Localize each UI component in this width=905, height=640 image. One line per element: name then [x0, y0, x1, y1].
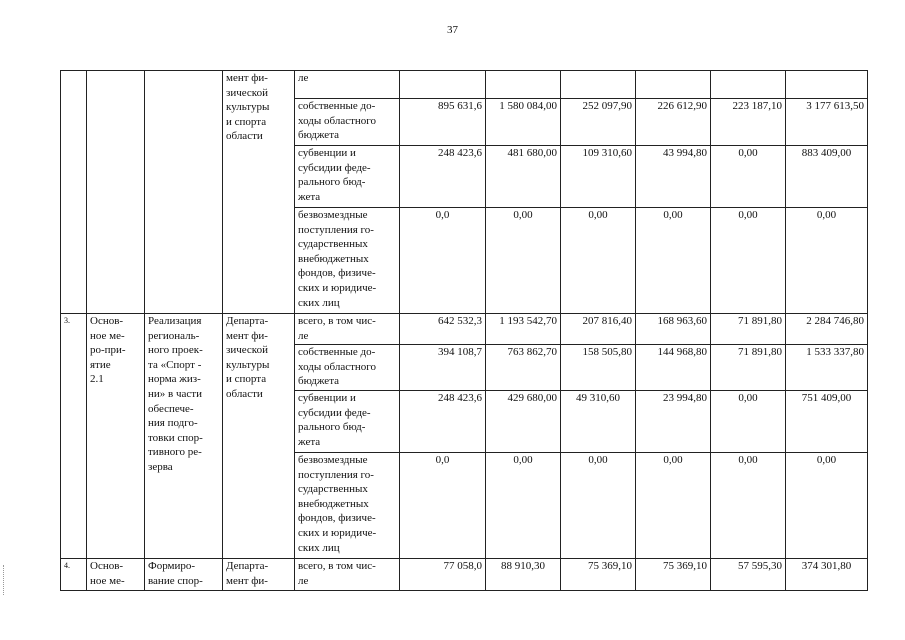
source-cell [295, 99, 400, 146]
type-line: Основ- [90, 560, 124, 572]
source-line: собственные до- [298, 346, 376, 358]
source-line: ских и юридиче- [298, 526, 377, 539]
table-row [61, 314, 868, 345]
value-cell: 0,00 [711, 391, 786, 453]
executor-line: и спорта [226, 115, 267, 128]
source-line: ходы областного [298, 360, 377, 373]
value-cell: 394 108,7 [400, 345, 486, 391]
name-line: товки спор- [148, 431, 203, 444]
source-cell [295, 208, 400, 314]
value-cell: 0,00 [711, 208, 786, 314]
source-line: ле [298, 72, 309, 84]
executor-cell [223, 559, 295, 591]
value-cell: 75 369,10 [636, 559, 711, 591]
value-cell: 0,00 [561, 453, 636, 559]
name-cell [145, 71, 223, 314]
source-line: ходы областного [298, 114, 377, 127]
value-cell: 223 187,10 [711, 99, 786, 146]
type-cell [87, 559, 145, 591]
value-cell [636, 71, 711, 99]
value-cell: 0,0 [400, 208, 486, 314]
value-cell: 0,00 [486, 453, 561, 559]
value-cell: 23 994,80 [636, 391, 711, 453]
source-line: жета [298, 435, 321, 448]
type-line: ное ме- [90, 329, 125, 342]
executor-line: зической [226, 344, 268, 357]
value-cell: 71 891,80 [711, 345, 786, 391]
value-cell: 71 891,80 [711, 314, 786, 345]
name-line: Формиро- [148, 560, 196, 572]
name-line: обеспече- [148, 402, 194, 415]
source-line: бюджета [298, 375, 340, 388]
executor-line: Департа- [226, 560, 269, 572]
source-line: ских лиц [298, 541, 340, 554]
value-cell: 226 612,90 [636, 99, 711, 146]
page-number: 37 [447, 24, 458, 36]
value-cell: 374 301,80 [786, 559, 868, 591]
value-cell [786, 71, 868, 99]
source-line: собственные до- [298, 100, 376, 112]
executor-line: мент фи- [226, 72, 268, 84]
source-line: субсидии феде- [298, 406, 371, 419]
source-line: всего, в том чис- [298, 315, 376, 327]
source-line: внебюджетных [298, 497, 369, 510]
index-cell [61, 71, 87, 314]
value-cell: 0,0 [400, 453, 486, 559]
name-line: ного проек- [148, 344, 203, 357]
name-line: вание спор- [148, 574, 203, 587]
source-line: сударственных [298, 483, 368, 496]
value-cell: 2 284 746,80 [786, 314, 868, 345]
executor-line: зической [226, 86, 268, 99]
source-line: поступления го- [298, 468, 374, 481]
source-line: безвозмездные [298, 454, 368, 466]
value-cell: 751 409,00 [786, 391, 868, 453]
value-cell [711, 71, 786, 99]
type-cell [87, 71, 145, 314]
source-line: ских лиц [298, 296, 340, 309]
source-line: сударственных [298, 238, 368, 251]
value-cell [486, 71, 561, 99]
value-cell: 883 409,00 [786, 146, 868, 208]
value-cell: 248 423,6 [400, 146, 486, 208]
name-cell [145, 559, 223, 591]
value-cell: 1 533 337,80 [786, 345, 868, 391]
source-line: ских и юридиче- [298, 281, 377, 294]
executor-line: области [226, 130, 263, 143]
value-cell: 0,00 [711, 146, 786, 208]
executor-line: мент фи- [226, 329, 268, 342]
source-line: субвенции и [298, 392, 356, 404]
source-line: внебюджетных [298, 252, 369, 265]
source-line: субвенции и [298, 147, 356, 159]
executor-cell [223, 314, 295, 559]
source-line: рального бюд- [298, 176, 366, 189]
source-line: ле [298, 574, 309, 587]
value-cell [561, 71, 636, 99]
scan-margin-mark [3, 565, 8, 595]
value-cell: 49 310,60 [561, 391, 636, 453]
value-cell: 43 994,80 [636, 146, 711, 208]
value-cell: 0,00 [561, 208, 636, 314]
type-cell [87, 314, 145, 559]
value-cell: 252 097,90 [561, 99, 636, 146]
value-cell: 481 680,00 [486, 146, 561, 208]
value-cell: 75 369,10 [561, 559, 636, 591]
value-cell: 57 595,30 [711, 559, 786, 591]
source-line: жета [298, 190, 321, 203]
source-cell [295, 453, 400, 559]
value-cell: 0,00 [711, 453, 786, 559]
value-cell: 0,00 [636, 453, 711, 559]
type-line: 2.1 [90, 373, 104, 386]
value-cell: 3 177 613,50 [786, 99, 868, 146]
source-line: фондов, физиче- [298, 512, 376, 525]
source-line: ле [298, 329, 309, 342]
source-cell [295, 559, 400, 591]
source-line: всего, в том чис- [298, 560, 376, 572]
executor-cell [223, 71, 295, 314]
source-cell [295, 71, 400, 99]
executor-line: и спорта [226, 373, 267, 386]
name-cell [145, 314, 223, 559]
name-line: норма жиз- [148, 373, 201, 386]
value-cell: 0,00 [786, 453, 868, 559]
value-cell: 88 910,30 [486, 559, 561, 591]
value-cell: 0,00 [636, 208, 711, 314]
value-cell: 0,00 [786, 208, 868, 314]
source-line: поступления го- [298, 223, 374, 236]
type-line: ро-при- [90, 344, 126, 357]
source-cell [295, 314, 400, 345]
value-cell [400, 71, 486, 99]
source-line: бюджета [298, 129, 340, 142]
source-cell [295, 391, 400, 453]
name-line: зерва [148, 460, 173, 473]
index-cell: 3. [61, 314, 87, 559]
name-line: ни» в части [148, 387, 202, 400]
table-row [61, 71, 868, 99]
value-cell: 1 193 542,70 [486, 314, 561, 345]
source-line: безвозмездные [298, 209, 368, 221]
index-cell: 4. [61, 559, 87, 591]
type-line: ятие [90, 358, 111, 371]
value-cell: 168 963,60 [636, 314, 711, 345]
value-cell: 207 816,40 [561, 314, 636, 345]
value-cell: 763 862,70 [486, 345, 561, 391]
source-line: субсидии феде- [298, 161, 371, 174]
type-line: ное ме- [90, 574, 125, 587]
source-line: рального бюд- [298, 421, 366, 434]
value-cell: 895 631,6 [400, 99, 486, 146]
value-cell: 77 058,0 [400, 559, 486, 591]
name-line: та «Спорт - [148, 358, 202, 371]
value-cell: 248 423,6 [400, 391, 486, 453]
value-cell: 642 532,3 [400, 314, 486, 345]
source-cell [295, 146, 400, 208]
source-line: фондов, физиче- [298, 267, 376, 280]
name-line: ния подго- [148, 417, 198, 430]
value-cell: 109 310,60 [561, 146, 636, 208]
value-cell: 158 505,80 [561, 345, 636, 391]
name-line: Реализация [148, 315, 202, 327]
value-cell: 429 680,00 [486, 391, 561, 453]
value-cell: 144 968,80 [636, 345, 711, 391]
name-line: региональ- [148, 329, 200, 342]
name-line: тивного ре- [148, 446, 202, 459]
executor-line: Департа- [226, 315, 269, 327]
value-cell: 1 580 084,00 [486, 99, 561, 146]
executor-line: культуры [226, 101, 270, 114]
source-cell [295, 345, 400, 391]
executor-line: мент фи- [226, 574, 268, 587]
table-row [61, 559, 868, 591]
executor-line: культуры [226, 358, 270, 371]
type-line: Основ- [90, 315, 124, 327]
value-cell: 0,00 [486, 208, 561, 314]
executor-line: области [226, 387, 263, 400]
budget-table [60, 70, 868, 591]
